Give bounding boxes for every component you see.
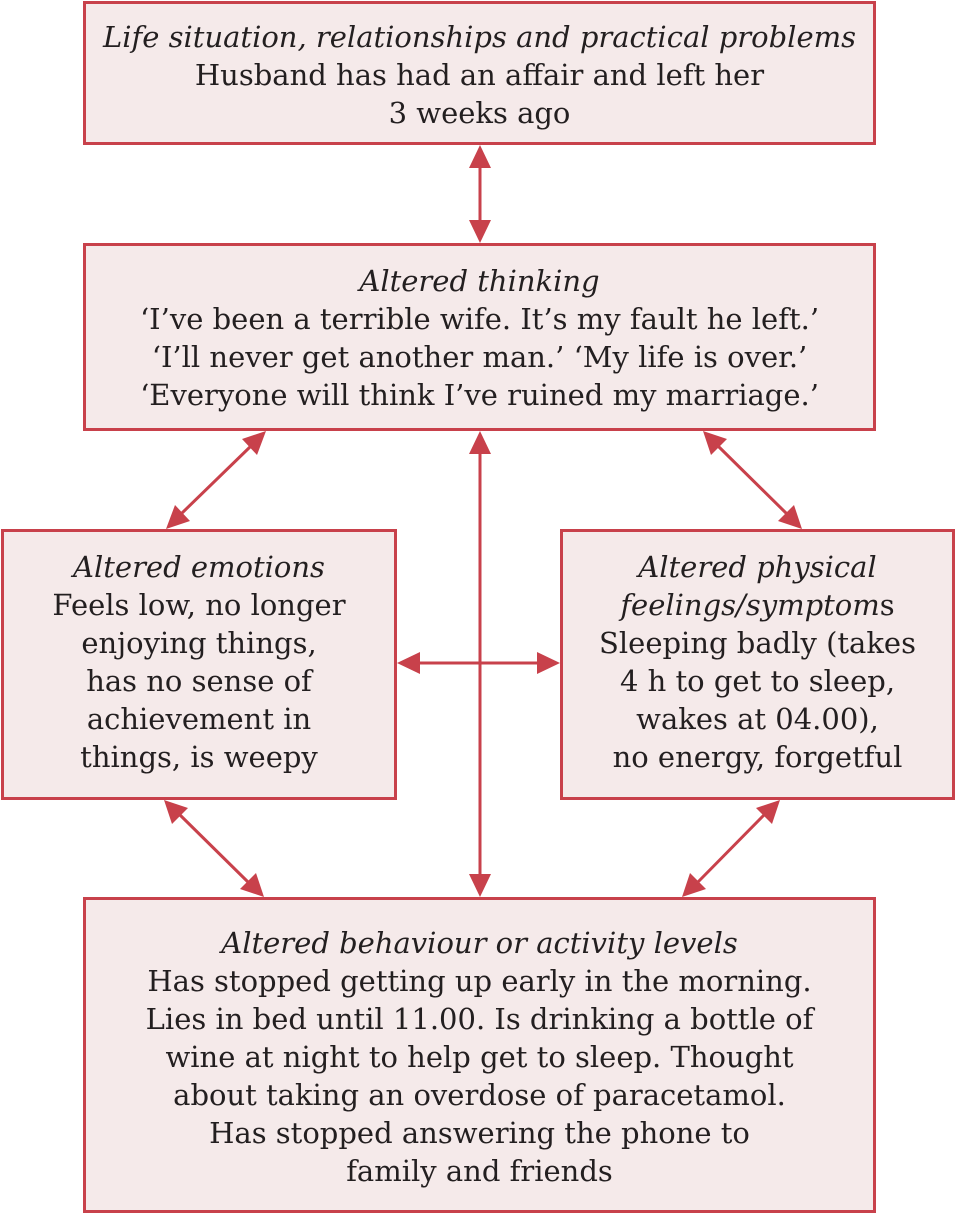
life-situation-line: Husband has had an affair and left her [194, 58, 765, 92]
altered-physical-title-suffix: s [879, 588, 895, 622]
altered-physical-title: Altered physical [638, 550, 877, 584]
altered-physical-line: 4 h to get to sleep, [619, 664, 896, 698]
arrowhead-down [469, 874, 491, 897]
altered-thinking-box [83, 243, 876, 431]
altered-physical-line: no energy, forgetful [612, 740, 903, 774]
altered-behaviour-line: Lies in bed until 11.00. Is drinking a bottle of [145, 1002, 814, 1036]
altered-behaviour-title: Altered behaviour or activity levels [221, 926, 738, 960]
altered-emotions-line: achievement in [86, 702, 312, 736]
altered-emotions-line: has no sense of [86, 664, 312, 698]
life-situation-title: Life situation, relationships and practical problems [102, 20, 856, 54]
altered-behaviour-line: about taking an overdose of paracetamol. [173, 1078, 786, 1112]
altered-behaviour-line: Has stopped getting up early in the morning. [147, 964, 812, 998]
altered-behaviour-line: family and friends [346, 1154, 613, 1188]
arrowhead-right [537, 652, 560, 674]
altered-thinking-line: ‘Everyone will think I’ve ruined my marriage.’ [140, 378, 819, 412]
altered-emotions-box [1, 529, 397, 800]
altered-physical-title-line2 [563, 586, 952, 624]
altered-physical-line: Sleeping badly (takes [599, 626, 916, 660]
arrow-physical-behaviour [697, 814, 765, 883]
arrowhead-up [469, 431, 491, 454]
arrow-emotions-behaviour [179, 814, 249, 883]
arrowhead-up [469, 145, 491, 168]
altered-emotions-title: Altered emotions [73, 550, 325, 584]
altered-physical-line: wakes at 04.00), [636, 702, 879, 736]
altered-physical-box [560, 529, 955, 800]
altered-emotions-line: things, is weepy [80, 740, 318, 774]
altered-thinking-line: ‘I’ll never get another man.’ ‘My life is over.’ [151, 340, 808, 374]
life-situation-line: 3 weeks ago [388, 96, 571, 130]
altered-behaviour-line: wine at night to help get to sleep. Thought [165, 1040, 794, 1074]
altered-behaviour-line: Has stopped answering the phone to [209, 1116, 750, 1150]
altered-emotions-line: Feels low, no longer [52, 588, 346, 622]
arrow-thinking-emotions [181, 446, 251, 514]
altered-physical-title-italic: feelings/symptom [620, 588, 880, 622]
arrowhead-left [397, 652, 420, 674]
altered-behaviour-box [83, 897, 876, 1213]
arrow-thinking-physical [718, 446, 787, 514]
arrowhead-down [469, 220, 491, 243]
altered-thinking-line: ‘I’ve been a terrible wife. It’s my fault he left.’ [139, 302, 820, 336]
altered-thinking-title: Altered thinking [359, 264, 600, 298]
life-situation-box [83, 1, 876, 145]
altered-emotions-line: enjoying things, [81, 626, 317, 660]
